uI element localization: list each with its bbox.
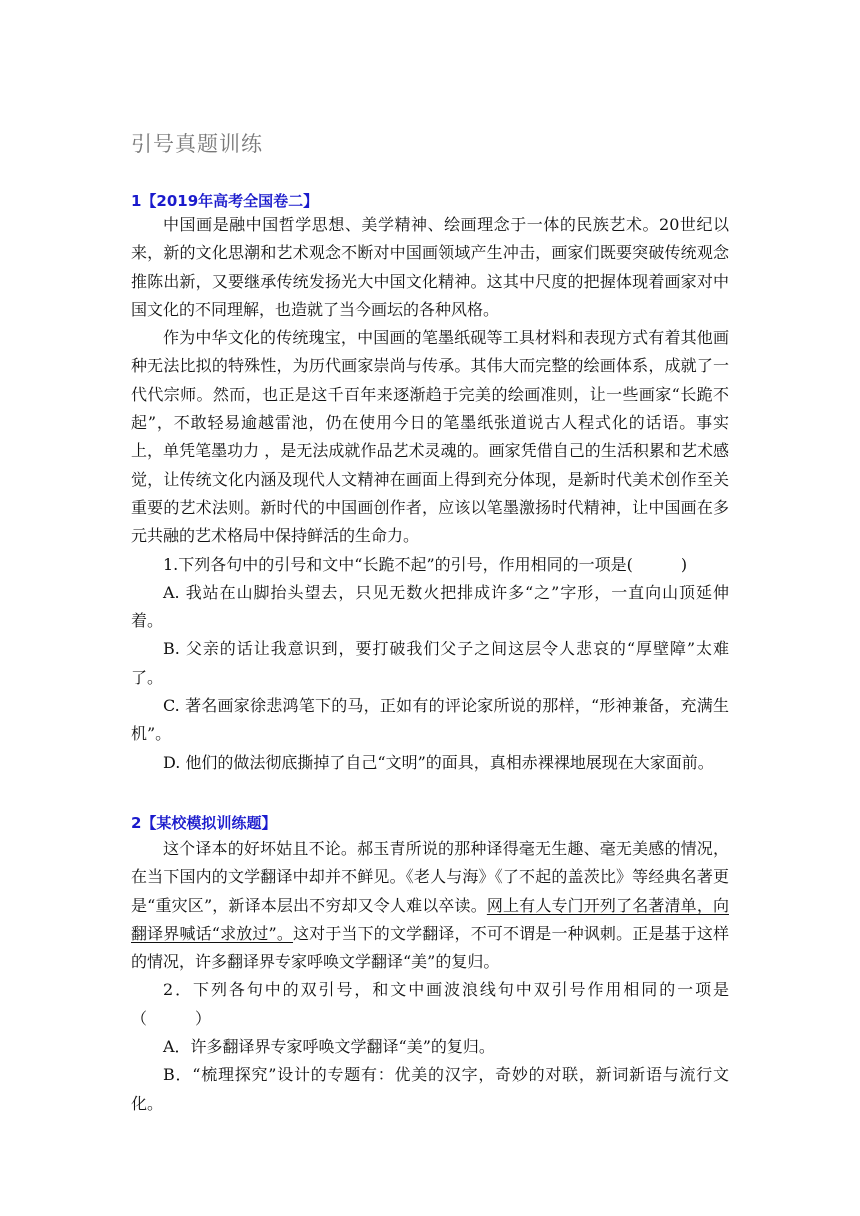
q2-heading: 2【某校模拟训练题】 [131, 814, 277, 832]
q1-heading: 1【2019年高考全国卷二】 [131, 192, 319, 210]
q2-passage [131, 835, 729, 976]
q1-option-c: C. 著名画家徐悲鸿笔下的马，正如有的评论家所说的那样，“形神兼备，充满生机”。 [131, 696, 729, 744]
q2-option-b: B．“梳理探究”设计的专题有：优美的汉字，奇妙的对联，新词新语与流行文化。 [131, 1065, 729, 1113]
q2-passage-after: 这对于当下的文学翻译，不可不谓是一种讽刺。正是基于这样的情况，许多翻译界专家呼唤文学翻译“美”的复归。 [131, 923, 729, 972]
q2-option-a: A．许多翻译界专家呼唤文学翻译“美”的复归。 [163, 1037, 495, 1057]
q1-question: 1.下列各句中的引号和文中“长跪不起”的引号，作用相同的一项是( ) [163, 554, 688, 574]
document-title: 引号真题训练 [131, 132, 263, 156]
q2-passage-underlined: 网上有人专门开列了名著清单，向翻译界喊话“求放过”。 [131, 895, 729, 943]
q2-passage-before: 这个译本的好坏姑且不论。郝玉青所说的那种译得毫无生趣、毫无美感的情况，在当下国内的文学翻译中却并不鲜见。《老人与海》《了不起的盖茨比》等经典名著更是“重灾区”，新译本层出不穷却又令人难以卒读。 [131, 839, 729, 915]
q2-block [131, 835, 729, 1118]
q1-passage-paragraph-1: 中国画是融中国哲学思想、美学精神、绘画理念于一体的民族艺术。20世纪以来，新的文化思潮和艺术观念不断对中国画领域产生冲击，画家们既要突破传统观念推陈出新，又要继承传统发扬光大中国文化精神。这其中尺度的把握体现着画家对中国文化的不同理解，也造就了当今画坛的各种风格。 [131, 215, 729, 319]
q1-option-d: D. 他们的做法彻底撕掉了自己“文明”的面具，真相赤裸裸地展现在大家面前。 [163, 752, 714, 772]
q1-option-b: B. 父亲的话让我意识到，要打破我们父子之间这层令人悲哀的“厚壁障”太难了。 [131, 639, 729, 687]
q1-passage-paragraph-2: 作为中华文化的传统瑰宝，中国画的笔墨纸砚等工具材料和表现方式有着其他画种无法比拟的特殊性，为历代画家崇尚与传承。其伟大而完整的绘画体系，成就了一代代宗师。然而，也正是这千百年来逐渐趋于完美的绘画准则，让一些画家“长跪不起”，不敢轻易逾越雷池，仍在使用今日的笔墨纸张道说古人程式化的话语。事实上，单凭笔墨功力 ，是无法成就作品艺术灵魂的。画家凭借自己的生活积累和艺术感觉，让传统文化内涵及现代人文精神在画面上得到充分体现，是新时代美术创作至关重要的艺术法则。新时代的中国画创作者，应该以笔墨激扬时代精神，让中国画在多元共融的艺术格局中保持鲜活的生命力。 [131, 328, 729, 546]
q2-question: 2．下列各句中的双引号，和文中画波浪线句中双引号作用相同的一项是（ ） [131, 980, 729, 1028]
q1-block [131, 211, 729, 777]
q1-option-a: A. 我站在山脚抬头望去，只见无数火把排成许多“之”字形，一直向山顶延伸着。 [131, 582, 729, 631]
